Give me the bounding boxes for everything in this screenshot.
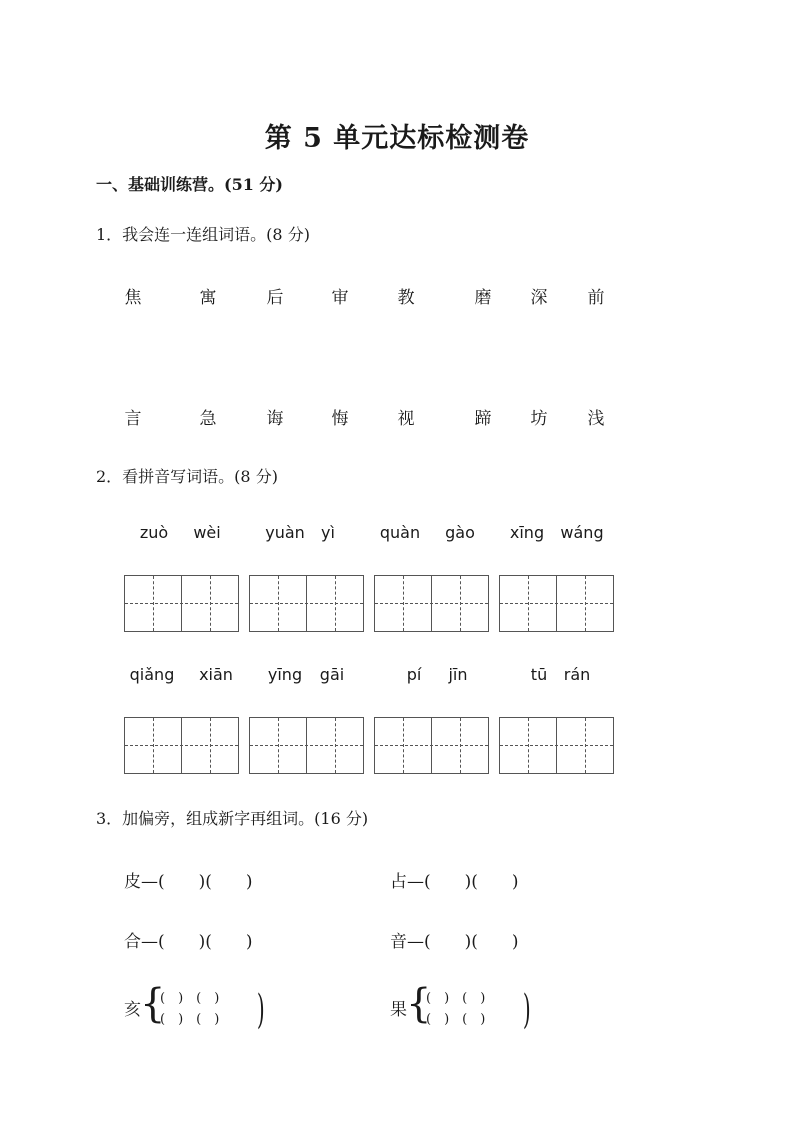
- answer-slot-row[interactable]: ( ) ( ): [160, 1012, 220, 1027]
- writing-box[interactable]: [374, 717, 489, 774]
- writing-box[interactable]: [124, 575, 239, 632]
- pinyin-syllable: jīn: [448, 665, 468, 684]
- pinyin-syllable: gāi: [319, 665, 345, 684]
- radical-item[interactable]: 皮—( )( ): [124, 872, 253, 892]
- char-item[interactable]: 言: [124, 409, 142, 429]
- char-item[interactable]: 寓: [199, 288, 217, 308]
- writing-box[interactable]: [374, 575, 489, 632]
- question-2-prompt: 2．看拼音写词语。(8 分): [96, 467, 278, 486]
- right-bracket: ): [522, 987, 531, 1033]
- pinyin-syllable: wáng: [560, 523, 604, 542]
- char-item[interactable]: 教: [397, 288, 415, 308]
- left-brace: {: [140, 981, 166, 1027]
- pinyin-syllable: yì: [321, 523, 335, 542]
- char-item[interactable]: 急: [199, 409, 217, 429]
- char-item[interactable]: 焦: [124, 288, 142, 308]
- char-item[interactable]: 磨: [474, 288, 492, 308]
- pinyin-syllable: quàn: [379, 523, 421, 542]
- pinyin-syllable: tū: [530, 665, 548, 684]
- page-title: 第 5 单元达标检测卷: [264, 123, 530, 154]
- char-item[interactable]: 悔: [331, 409, 349, 429]
- section-heading: 一、基础训练营。(51 分): [96, 175, 283, 194]
- question-1-prompt: 1．我会连一连组词语。(8 分): [96, 225, 310, 244]
- pinyin-syllable: xiān: [199, 665, 233, 684]
- writing-box[interactable]: [249, 575, 364, 632]
- char-item[interactable]: 浅: [587, 409, 605, 429]
- base-char: 亥: [124, 1000, 141, 1020]
- char-item[interactable]: 深: [530, 288, 548, 308]
- pinyin-syllable: yīng: [267, 665, 303, 684]
- pinyin-syllable: qiǎng: [129, 665, 175, 684]
- radical-item[interactable]: 合—( )( ): [124, 932, 253, 952]
- answer-slot-row[interactable]: ( ) ( ): [426, 991, 486, 1006]
- char-item[interactable]: 蹄: [474, 409, 492, 429]
- right-bracket: ): [256, 987, 265, 1033]
- char-item[interactable]: 坊: [530, 409, 548, 429]
- radical-item[interactable]: 占—( )( ): [390, 872, 519, 892]
- answer-slot-row[interactable]: ( ) ( ): [160, 991, 220, 1006]
- char-item[interactable]: 前: [587, 288, 605, 308]
- char-item[interactable]: 审: [331, 288, 349, 308]
- base-char: 果: [390, 1000, 407, 1020]
- question-3-prompt: 3．加偏旁，组成新字再组词。(16 分): [96, 809, 369, 828]
- pinyin-syllable: wèi: [193, 523, 221, 542]
- writing-box[interactable]: [124, 717, 239, 774]
- writing-box[interactable]: [499, 575, 614, 632]
- answer-slot-row[interactable]: ( ) ( ): [426, 1012, 486, 1027]
- writing-box[interactable]: [249, 717, 364, 774]
- pinyin-syllable: yuàn: [265, 523, 305, 542]
- pinyin-syllable: xīng: [509, 523, 545, 542]
- pinyin-syllable: pí: [406, 665, 422, 684]
- char-item[interactable]: 诲: [266, 409, 284, 429]
- writing-box[interactable]: [499, 717, 614, 774]
- pinyin-syllable: rán: [563, 665, 591, 684]
- pinyin-syllable: gào: [445, 523, 475, 542]
- pinyin-syllable: zuò: [139, 523, 169, 542]
- char-item[interactable]: 视: [397, 409, 415, 429]
- radical-item[interactable]: 音—( )( ): [390, 932, 519, 952]
- left-brace: {: [406, 981, 432, 1027]
- char-item[interactable]: 后: [266, 288, 284, 308]
